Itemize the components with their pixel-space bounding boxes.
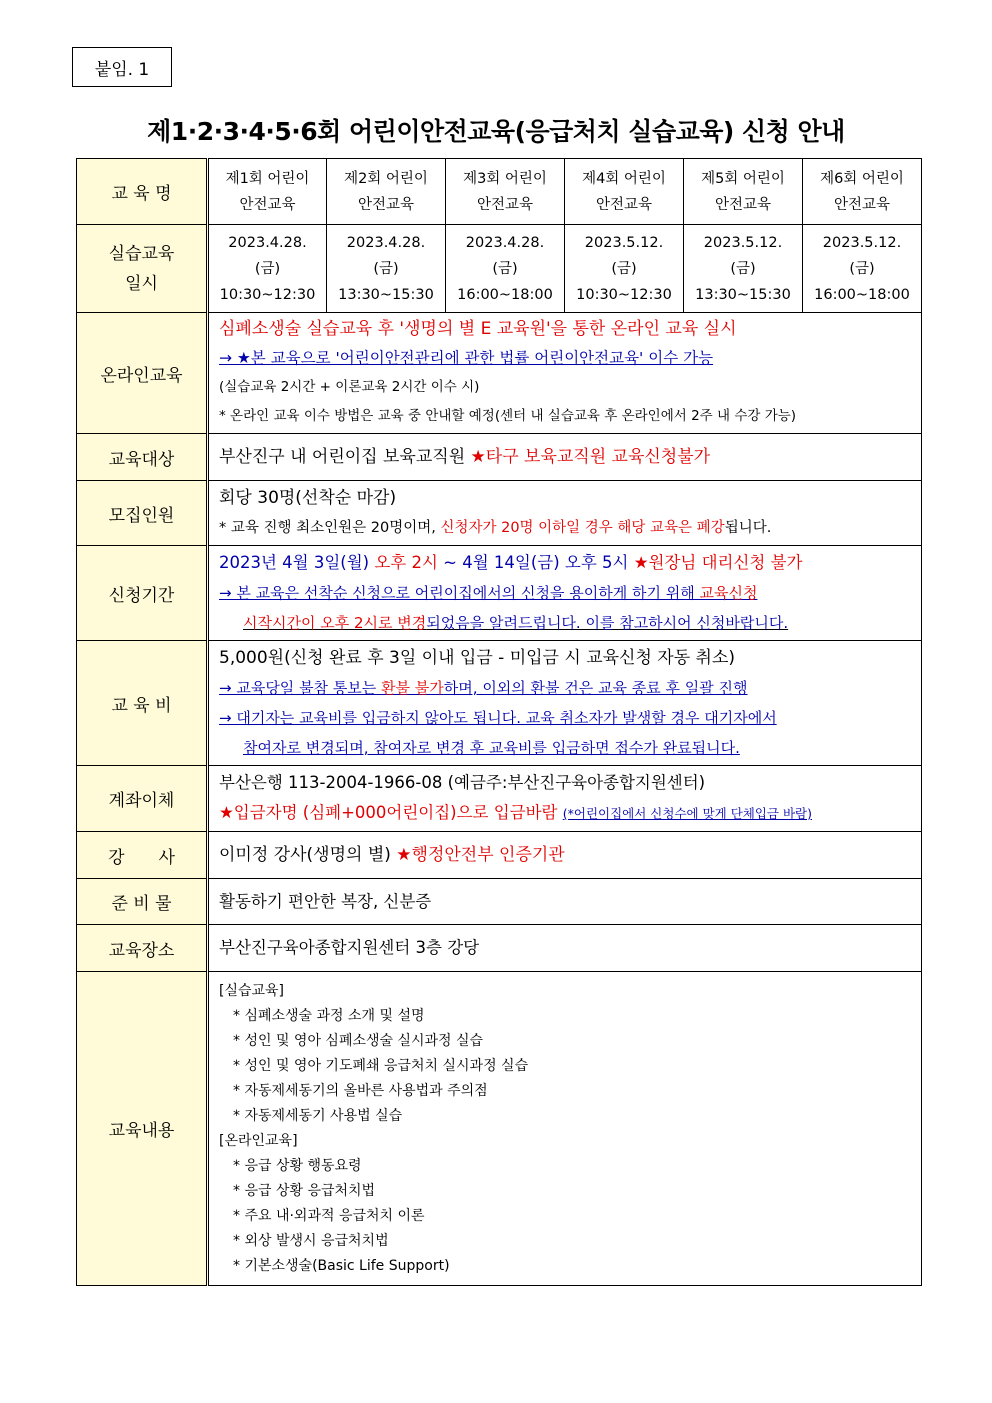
- table-row-transfer: [77, 766, 922, 832]
- recruit-cell: [208, 481, 922, 546]
- list-item: * 자동제세동기 사용법 실습: [233, 1107, 403, 1124]
- label-period: 신청기간: [77, 546, 208, 641]
- session-datetime-1: 2023.4.28. (금) 10:30~12:30: [208, 225, 327, 313]
- table-row-content: [77, 972, 922, 1286]
- period-note-2b: 되었음을 알려드립니다. 이를 참고하시어 신청바랍니다.: [426, 614, 789, 632]
- table-row-online: [77, 313, 922, 434]
- label-practice-datetime: 실습교육 일시: [77, 225, 208, 313]
- table-row-instructor: [77, 832, 922, 879]
- target-warning: ★타구 보육교직원 교육신청불가: [470, 447, 711, 467]
- online-line-3: (실습교육 2시간 + 이론교육 2시간 이수 시): [219, 379, 480, 395]
- session-name-1: 제1회 어린이 안전교육: [208, 159, 327, 225]
- session-name-4: 제4회 어린이 안전교육: [565, 159, 684, 225]
- table-row-place: [77, 925, 922, 972]
- prep-cell: [208, 879, 922, 925]
- instructor-cell: [208, 832, 922, 879]
- label-prep: 준 비 물: [77, 879, 208, 925]
- transfer-depositor: ★입금자명 (심폐+000어린이집)으로 입금바람: [219, 803, 563, 822]
- target-text: 부산진구 내 어린이집 보육교직원: [219, 447, 471, 467]
- session-datetime-2: 2023.4.28. (금) 13:30~15:30: [327, 225, 446, 313]
- recruit-note-c: 됩니다.: [724, 520, 772, 536]
- online-cell: [208, 313, 922, 434]
- label-online: 온라인교육: [77, 313, 208, 434]
- recruit-line-1: 회당 30명(선착순 마감): [219, 488, 397, 508]
- session-name-3: 제3회 어린이 안전교육: [446, 159, 565, 225]
- period-date-b: 오후 2시: [374, 553, 438, 572]
- instructor-name: 이미정 강사(생명의 별): [219, 845, 397, 865]
- transfer-account: 부산은행 113-2004-1966-08 (예금주:부산진구육아종합지원센터): [219, 773, 706, 792]
- attachment-label: 붙임. 1: [72, 47, 172, 87]
- period-cell: [208, 546, 922, 641]
- page-title: 제1·2·3·4·5·6회 어린이안전교육(응급처치 실습교육) 신청 안내: [147, 117, 845, 146]
- session-datetime-6: 2023.5.12. (금) 16:00~18:00: [803, 225, 922, 313]
- fee-line-1: 5,000원(신청 완료 후 3일 이내 입금 - 미입금 시 교육신청 자동 취소): [219, 648, 736, 668]
- fee-line-3: → 대기자는 교육비를 입금하지 않아도 됩니다. 교육 취소자가 발생할 경우 대기자에서: [219, 709, 777, 727]
- instructor-badge: ★행정안전부 인증기관: [396, 845, 565, 865]
- fee-line-2b: 환불 불가: [381, 679, 444, 697]
- table-row-recruit: [77, 481, 922, 546]
- content-cell: [208, 972, 922, 1286]
- table-row-practice-datetime: [77, 225, 922, 313]
- online-line-1: 심폐소생술 실습교육 후 '생명의 별 E 교육원'을 통한 온라인 교육 실시: [219, 319, 737, 339]
- list-item: * 응급 상황 행동요령: [233, 1157, 362, 1174]
- period-note-1a: → 본 교육은 선착순 신청으로 어린이집에서의 신청을 용이하게 하기 위해: [219, 584, 700, 602]
- period-note-2a: 시작시간이 오후 2시로 변경: [243, 614, 427, 632]
- table-row-period: [77, 546, 922, 641]
- session-datetime-3: 2023.4.28. (금) 16:00~18:00: [446, 225, 565, 313]
- session-name-2: 제2회 어린이 안전교육: [327, 159, 446, 225]
- place-cell: [208, 925, 922, 972]
- period-date-a: 2023년 4월 3일(월): [219, 553, 375, 572]
- transfer-cell: [208, 766, 922, 832]
- list-item: * 자동제세동기의 올바른 사용법과 주의점: [233, 1082, 488, 1099]
- session-name-6: 제6회 어린이 안전교육: [803, 159, 922, 225]
- transfer-note: (*어린이집에서 신청수에 맞게 단체입금 바람): [562, 806, 812, 821]
- label-course-name: 교 육 명: [77, 159, 208, 225]
- prep-text: 활동하기 편안한 복장, 신분증: [219, 891, 432, 911]
- info-table: [76, 158, 922, 1286]
- list-item: * 외상 발생시 응급처치법: [233, 1232, 389, 1249]
- content-practice-heading: [실습교육]: [219, 982, 285, 999]
- period-date-c: ~ 4월 14일(금) 오후 5시: [437, 553, 634, 572]
- place-text: 부산진구육아종합지원센터 3층 강당: [219, 938, 480, 957]
- list-item: * 성인 및 영아 심폐소생술 실시과정 실습: [233, 1032, 484, 1049]
- label-transfer: 계좌이체: [77, 766, 208, 832]
- fee-cell: [208, 641, 922, 766]
- online-line-2: → ★본 교육으로 '어린이안전관리에 관한 법률 어린이안전교육' 이수 가능: [219, 349, 714, 367]
- fee-line-2c: 하며, 이외의 환불 건은 교육 종료 후 일괄 진행: [443, 679, 748, 697]
- session-datetime-5: 2023.5.12. (금) 13:30~15:30: [684, 225, 803, 313]
- table-row-fee: [77, 641, 922, 766]
- list-item: * 기본소생술(Basic Life Support): [233, 1257, 450, 1274]
- label-target: 교육대상: [77, 434, 208, 481]
- list-item: * 응급 상황 응급처치법: [233, 1182, 376, 1199]
- list-item: * 심폐소생술 과정 소개 및 설명: [233, 1007, 425, 1024]
- content-online-heading: [온라인교육]: [219, 1132, 298, 1149]
- session-name-5: 제5회 어린이 안전교육: [684, 159, 803, 225]
- recruit-note-b: 신청자가 20명 이하일 경우 해당 교육은 폐강: [440, 520, 725, 536]
- session-datetime-4: 2023.5.12. (금) 10:30~12:30: [565, 225, 684, 313]
- target-cell: [208, 434, 922, 481]
- label-instructor: 강 사: [77, 832, 208, 879]
- table-row-target: [77, 434, 922, 481]
- period-note-1b: 교육신청: [699, 584, 758, 602]
- label-fee: 교 육 비: [77, 641, 208, 766]
- fee-line-2a: → 교육당일 불참 통보는: [219, 679, 382, 697]
- recruit-note-a: * 교육 진행 최소인원은 20명이며,: [219, 520, 441, 536]
- period-proxy-warning: ★원장님 대리신청 불가: [633, 553, 803, 572]
- label-recruit: 모집인원: [77, 481, 208, 546]
- list-item: * 주요 내·외과적 응급처치 이론: [233, 1207, 425, 1224]
- table-row-prep: [77, 879, 922, 925]
- online-line-4: * 온라인 교육 이수 방법은 교육 중 안내할 예정(센터 내 실습교육 후 온라인에서 2주 내 수강 가능): [219, 408, 797, 424]
- label-content: 교육내용: [77, 972, 208, 1286]
- table-row-course-name: [77, 159, 922, 225]
- list-item: * 성인 및 영아 기도폐쇄 응급처치 실시과정 실습: [233, 1057, 529, 1074]
- label-place: 교육장소: [77, 925, 208, 972]
- fee-line-4: 참여자로 변경되며, 참여자로 변경 후 교육비를 입금하면 접수가 완료됩니다.: [243, 739, 740, 757]
